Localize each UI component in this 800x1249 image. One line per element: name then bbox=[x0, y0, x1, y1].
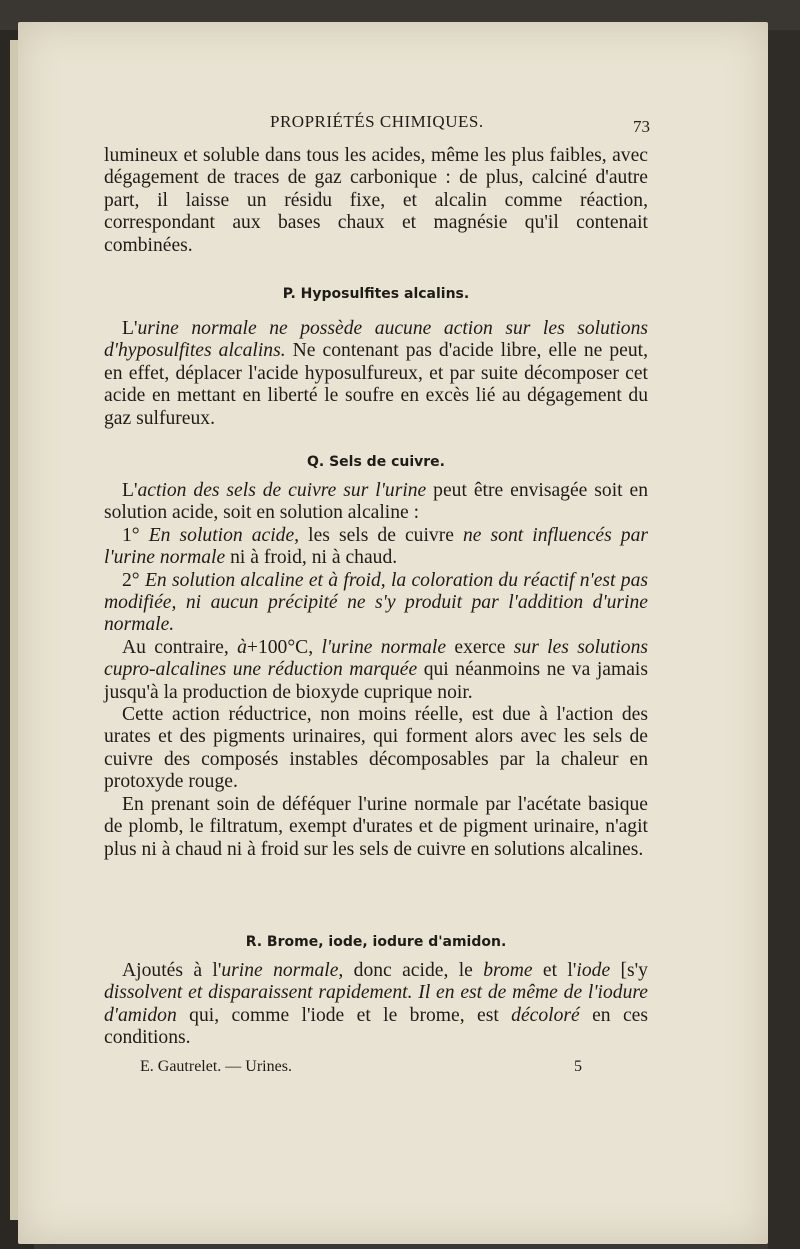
text-span: peut être envisagée soit en solution acide, soit en solution alcaline : bbox=[104, 480, 649, 524]
italic-span: à bbox=[237, 636, 247, 658]
section-q-paragraph-3 bbox=[104, 570, 648, 637]
italic-span: ne sont influencés par l'urine normale bbox=[104, 524, 648, 569]
text-span: 2° bbox=[122, 569, 145, 591]
italic-span: dissolvent et disparaissent rapidement. Il en est de même de l'iodure d'amidon bbox=[104, 982, 648, 1026]
signature-mark: 5 bbox=[574, 1058, 582, 1075]
section-q-paragraph-5: Cette action réductrice, non moins réelle, est due à l'action des urates et des pigments urinaires, qui forment alors avec les sels de cuivre des composés instables décomposables par la chaleur en protoxyde rouge. bbox=[104, 704, 648, 793]
intro-text: lumineux et soluble dans tous les acides, même les plus faibles, avec dégagement de traces de gaz carbonique : de plus, calciné d'autre part, il laisse un résidu fixe, et alcalin comme réaction, correspondant aux bases chaux et magnésie qu'il contenait combinées. bbox=[104, 145, 648, 256]
section-r-paragraph bbox=[104, 960, 648, 1050]
section-q-paragraph-2 bbox=[104, 525, 648, 570]
italic-span: urine normale ne possède aucune action sur les solutions d'hyposulfites alcalins. bbox=[104, 318, 648, 362]
italic-span: action des sels de cuivre sur l'urine bbox=[137, 480, 427, 501]
background-right bbox=[768, 30, 800, 1249]
page-footer bbox=[140, 1058, 600, 1076]
footer-author: E. Gautrelet. — Urines. bbox=[140, 1058, 292, 1075]
text-span: exerce bbox=[446, 636, 514, 658]
section-q-paragraph-1 bbox=[104, 480, 648, 525]
section-q-paragraph-4 bbox=[104, 637, 648, 704]
text-span: [s'y bbox=[610, 960, 648, 981]
text-span: +100°C, bbox=[246, 636, 322, 658]
page-header bbox=[104, 112, 648, 138]
text-span: L' bbox=[122, 480, 138, 501]
text-span: qui, comme l'iode et le brome, est bbox=[176, 1004, 512, 1026]
text-span: Ajoutés à l' bbox=[122, 960, 222, 981]
italic-span: décoloré bbox=[511, 1004, 580, 1026]
italic-span: urine normale, bbox=[221, 960, 344, 981]
italic-span: brome bbox=[483, 960, 533, 981]
italic-span: En solution alcaline et à froid, la coloration du réactif n'est pas modifiée, ni aucun précipité ne s'y produit par l'addition d'urine normale. bbox=[104, 569, 649, 636]
italic-span: l'urine normale bbox=[321, 636, 447, 658]
text-span: Au contraire, bbox=[122, 636, 238, 658]
section-p-paragraph bbox=[104, 318, 648, 430]
text-span: et l' bbox=[532, 960, 577, 981]
intro-paragraph bbox=[104, 145, 648, 257]
section-q-paragraph-6: En prenant soin de déféquer l'urine normale par l'acétate basique de plomb, le filtratum, exempt d'urates et de pigment urinaire, n'agit plus ni à chaud ni à froid sur les sels de cuivre en solutions alcalines. bbox=[104, 793, 648, 860]
text-span: 1° bbox=[122, 524, 149, 546]
text-span: qui néanmoins ne va jamais jusqu'à la production de bioxyde cuprique noir. bbox=[104, 659, 648, 703]
section-q-body bbox=[104, 480, 648, 861]
section-heading-p: P. Hyposulfites alcalins. bbox=[282, 286, 470, 302]
text-span: les sels de cuivre bbox=[299, 524, 463, 546]
text-span: ni à froid, ni à chaud. bbox=[225, 547, 398, 569]
section-heading-r: R. Brome, iode, iodure d'amidon. bbox=[245, 934, 507, 950]
section-r-body bbox=[104, 960, 648, 1050]
italic-span: sur les solutions cupro-alcalines une réduction marquée bbox=[104, 636, 648, 681]
italic-span: En solution acide, bbox=[148, 524, 300, 546]
running-title: PROPRIÉTÉS CHIMIQUES. bbox=[270, 112, 484, 131]
text-span: L' bbox=[122, 318, 138, 339]
page-number: 73 bbox=[633, 117, 650, 136]
section-heading-q: Q. Sels de cuivre. bbox=[307, 454, 445, 470]
text-span: donc acide, le bbox=[343, 960, 484, 981]
section-p-body bbox=[104, 318, 648, 430]
text-span: en ces conditions. bbox=[104, 1004, 648, 1049]
italic-span: iode bbox=[576, 960, 611, 981]
text-span: Ne contenant pas d'acide libre, elle ne peut, en effet, déplacer l'acide hyposulfureux, et par suite décomposer cet acide en mettant en liberté le soufre en excès lié au dégagement du gaz sulfureux. bbox=[104, 340, 649, 429]
